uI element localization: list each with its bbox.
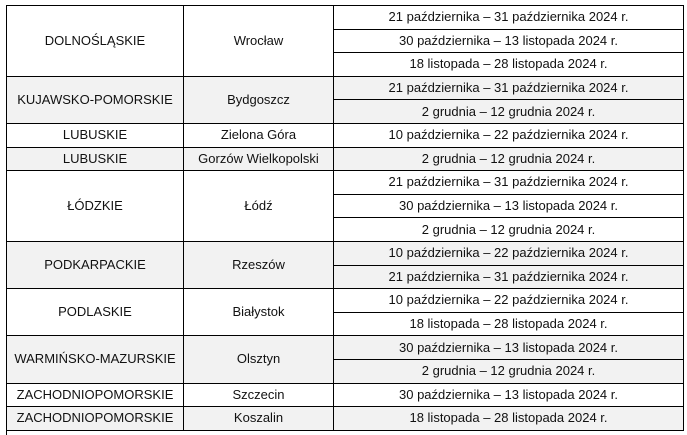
region-cell: PODLASKIE: [7, 289, 184, 336]
date-range-cell: 10 października – 22 października 2024 r.: [334, 289, 684, 313]
date-range-cell: 18 listopada – 28 listopada 2024 r.: [334, 312, 684, 336]
date-range-cell: 21 października – 31 października 2024 r.: [334, 265, 684, 289]
region-cell: LUBUSKIE: [7, 147, 184, 171]
table-row: [7, 241, 684, 265]
date-range-cell: 2 grudnia – 12 grudnia 2024 r.: [334, 147, 684, 171]
date-range-cell: 30 października – 13 listopada 2024 r.: [334, 336, 684, 360]
schedule-table: [6, 5, 684, 431]
date-range-cell: 2 grudnia – 12 grudnia 2024 r.: [334, 218, 684, 242]
region-cell: DOLNOŚLĄSKIE: [7, 6, 184, 77]
table-row: [7, 383, 684, 407]
city-cell: Szczecin: [184, 383, 334, 407]
date-range-cell: 2 grudnia – 12 grudnia 2024 r.: [334, 359, 684, 383]
date-range-cell: 21 października – 31 października 2024 r.: [334, 76, 684, 100]
date-range-cell: 30 października – 13 listopada 2024 r.: [334, 194, 684, 218]
table-row: [7, 147, 684, 171]
date-range-cell: 30 października – 13 listopada 2024 r.: [334, 29, 684, 53]
region-cell: KUJAWSKO-POMORSKIE: [7, 76, 184, 123]
date-range-cell: 18 listopada – 28 listopada 2024 r.: [334, 53, 684, 77]
city-cell: Koszalin: [184, 407, 334, 431]
region-cell: LUBUSKIE: [7, 123, 184, 147]
city-cell: Rzeszów: [184, 241, 334, 288]
text-cursor-mark: [6, 431, 7, 435]
date-range-cell: 18 listopada – 28 listopada 2024 r.: [334, 407, 684, 431]
city-cell: Zielona Góra: [184, 123, 334, 147]
date-range-cell: 10 października – 22 października 2024 r.: [334, 123, 684, 147]
city-cell: Bydgoszcz: [184, 76, 334, 123]
region-cell: ZACHODNIOPOMORSKIE: [7, 383, 184, 407]
table-row: [7, 336, 684, 360]
region-cell: PODKARPACKIE: [7, 241, 184, 288]
table-row: [7, 6, 684, 30]
date-range-cell: 30 października – 13 listopada 2024 r.: [334, 383, 684, 407]
city-cell: Wrocław: [184, 6, 334, 77]
date-range-cell: 10 października – 22 października 2024 r.: [334, 241, 684, 265]
table-row: [7, 407, 684, 431]
city-cell: Olsztyn: [184, 336, 334, 383]
region-cell: WARMIŃSKO-MAZURSKIE: [7, 336, 184, 383]
table-row: [7, 123, 684, 147]
table-row: [7, 171, 684, 195]
city-cell: Łódź: [184, 171, 334, 242]
date-range-cell: 21 października – 31 października 2024 r.: [334, 6, 684, 30]
region-cell: ZACHODNIOPOMORSKIE: [7, 407, 184, 431]
city-cell: Gorzów Wielkopolski: [184, 147, 334, 171]
date-range-cell: 21 października – 31 października 2024 r.: [334, 171, 684, 195]
city-cell: Białystok: [184, 289, 334, 336]
table-row: [7, 76, 684, 100]
table-row: [7, 289, 684, 313]
region-cell: ŁÓDZKIE: [7, 171, 184, 242]
date-range-cell: 2 grudnia – 12 grudnia 2024 r.: [334, 100, 684, 124]
